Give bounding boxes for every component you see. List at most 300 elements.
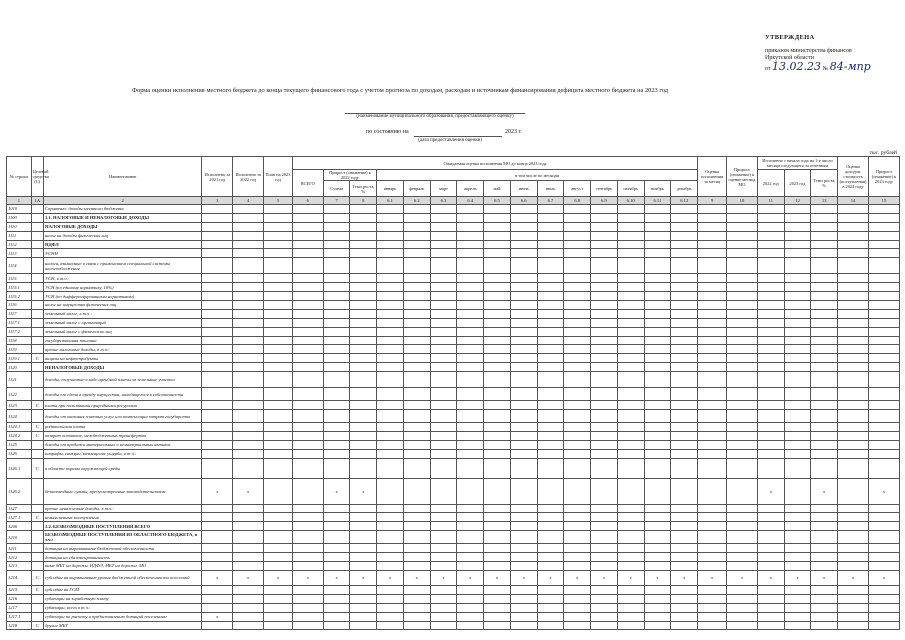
value-cell (698, 345, 727, 354)
value-cell (811, 283, 838, 292)
row-name: доходы от продажи материальных и нематериальных активов (44, 440, 202, 449)
value-cell (757, 318, 784, 327)
value-cell (350, 458, 377, 478)
value-cell (617, 410, 644, 423)
value-cell (537, 363, 564, 372)
value-cell (868, 531, 899, 544)
hdr-month: июль (537, 181, 564, 197)
value-cell (727, 553, 758, 562)
value-cell (617, 283, 644, 292)
value-cell (323, 274, 350, 283)
value-cell (292, 283, 323, 292)
value-cell (323, 562, 350, 571)
value-cell: х (233, 478, 264, 504)
table-row (7, 449, 900, 458)
value-cell (233, 522, 264, 531)
value-cell (617, 401, 644, 410)
value-cell (537, 372, 564, 388)
value-cell (292, 345, 323, 354)
approval-block (765, 34, 900, 73)
value-cell (564, 231, 591, 240)
value-cell: х (757, 570, 784, 585)
table-row (7, 363, 900, 372)
value-cell (202, 309, 233, 318)
value-cell (264, 594, 293, 603)
value-cell (671, 449, 698, 458)
value-cell (350, 309, 377, 318)
value-cell (671, 388, 698, 401)
value-cell (784, 301, 811, 310)
row-code: 1114 (7, 258, 32, 274)
value-cell (671, 513, 698, 522)
value-cell (698, 240, 727, 249)
value-cell (457, 431, 484, 440)
value-cell (457, 621, 484, 630)
value-cell (292, 603, 323, 612)
value-cell (377, 222, 404, 231)
value-cell (727, 205, 758, 214)
value-cell (537, 522, 564, 531)
value-cell (564, 504, 591, 513)
table-row (7, 372, 900, 388)
value-cell (564, 449, 591, 458)
value-cell: х (202, 570, 233, 585)
value-cell: х (811, 570, 838, 585)
row-code: 1124.1 (7, 423, 32, 432)
hdr-est-2024: Оценка доходов, стоимость (поступления) в 2024 году (838, 157, 869, 197)
value-cell (202, 363, 233, 372)
value-cell: х (403, 570, 430, 585)
value-cell (202, 401, 233, 410)
value-cell (430, 544, 457, 553)
value-cell (617, 513, 644, 522)
row-name: прочие налоговые доходы, в т.ч.: (44, 345, 202, 354)
value-cell (698, 354, 727, 363)
value-cell (784, 410, 811, 423)
value-cell (537, 301, 564, 310)
value-cell (377, 345, 404, 354)
table-row (7, 544, 900, 553)
value-cell (591, 336, 618, 345)
value-cell (671, 562, 698, 571)
value-cell (838, 363, 869, 372)
value-cell (617, 621, 644, 630)
value-cell (838, 504, 869, 513)
value-cell (811, 292, 838, 301)
value-cell (671, 522, 698, 531)
column-number: 11 (757, 197, 784, 205)
value-cell (457, 318, 484, 327)
value-cell (757, 544, 784, 553)
value-cell (727, 363, 758, 372)
hdr-month: февраль (403, 181, 430, 197)
row-name: субсидии на выравнивание уровня бюджетной обеспеченности поселений (44, 570, 202, 585)
value-cell (323, 603, 350, 612)
row-name: налоги, взимаемые в связи с применением специальной системы налогообложения (44, 258, 202, 274)
row-name: прочие неналоговые доходы, в т.ч.: (44, 504, 202, 513)
value-cell (430, 621, 457, 630)
value-cell (811, 612, 838, 621)
hdr-expected-group: Ожидаемая оценка исполнения МО до конца 2023 года (292, 157, 697, 170)
value-cell (484, 301, 511, 310)
value-cell (292, 423, 323, 432)
row-source-flag: С (31, 585, 43, 594)
row-code: 1100 (7, 213, 32, 222)
value-cell (617, 449, 644, 458)
value-cell (868, 205, 899, 214)
value-cell (537, 292, 564, 301)
value-cell (784, 504, 811, 513)
column-number: 6.9 (591, 197, 618, 205)
value-cell (457, 594, 484, 603)
value-cell (430, 478, 457, 504)
value-cell (784, 440, 811, 449)
value-cell (377, 318, 404, 327)
table-row (7, 423, 900, 432)
value-cell (233, 388, 264, 401)
value-cell (292, 612, 323, 621)
value-cell (727, 336, 758, 345)
value-cell (868, 327, 899, 336)
approval-date-prefix: от (765, 65, 771, 72)
row-source-flag (31, 553, 43, 562)
value-cell (564, 410, 591, 423)
hdr-exec-2021: Исполнено за 2021 год (202, 157, 233, 197)
value-cell (233, 562, 264, 571)
value-cell (264, 249, 293, 258)
value-cell (377, 292, 404, 301)
value-cell (698, 431, 727, 440)
value-cell (323, 309, 350, 318)
hdr-plan-2023: План на 2023 год (264, 157, 293, 197)
value-cell (264, 205, 293, 214)
value-cell (403, 562, 430, 571)
value-cell (757, 327, 784, 336)
value-cell: х (671, 570, 698, 585)
approval-line-2: Иркутской области (765, 55, 814, 61)
value-cell (403, 363, 430, 372)
value-cell (698, 363, 727, 372)
value-cell (564, 222, 591, 231)
value-cell (403, 458, 430, 478)
value-cell (564, 553, 591, 562)
value-cell (484, 553, 511, 562)
value-cell (591, 449, 618, 458)
value-cell (868, 603, 899, 612)
value-cell (784, 478, 811, 504)
value-cell (292, 449, 323, 458)
value-cell (564, 309, 591, 318)
value-cell (591, 553, 618, 562)
value-cell (757, 562, 784, 571)
value-cell (233, 309, 264, 318)
value-cell (350, 612, 377, 621)
row-code: 1122 (7, 388, 32, 401)
value-cell (430, 431, 457, 440)
value-cell (484, 621, 511, 630)
value-cell (564, 336, 591, 345)
value-cell (430, 553, 457, 562)
value-cell (457, 249, 484, 258)
value-cell (510, 513, 537, 522)
value-cell (233, 504, 264, 513)
value-cell (617, 478, 644, 504)
value-cell (811, 449, 838, 458)
value-cell (350, 240, 377, 249)
value-cell (698, 336, 727, 345)
value-cell (727, 410, 758, 423)
table-row (7, 222, 900, 231)
row-code: 1110 (7, 222, 32, 231)
value-cell (484, 363, 511, 372)
value-cell (591, 301, 618, 310)
value-cell (698, 478, 727, 504)
value-cell (233, 458, 264, 478)
hdr-exec-2022: Исполнено за 2022 год (233, 157, 264, 197)
value-cell (537, 388, 564, 401)
value-cell (377, 621, 404, 630)
value-cell (591, 258, 618, 274)
value-cell (671, 309, 698, 318)
value-cell (537, 213, 564, 222)
value-cell (838, 603, 869, 612)
value-cell (350, 292, 377, 301)
value-cell (537, 585, 564, 594)
value-cell (510, 553, 537, 562)
value-cell (484, 283, 511, 292)
value-cell (757, 612, 784, 621)
value-cell (671, 621, 698, 630)
value-cell (811, 336, 838, 345)
table-row (7, 603, 900, 612)
hdr-name: Наименование (44, 157, 202, 197)
value-cell (430, 213, 457, 222)
value-cell (484, 449, 511, 458)
row-source-flag (31, 612, 43, 621)
value-cell: х (591, 570, 618, 585)
value-cell (264, 458, 293, 478)
value-cell (727, 309, 758, 318)
value-cell (564, 440, 591, 449)
value-cell (403, 258, 430, 274)
value-cell (484, 222, 511, 231)
row-source-flag (31, 205, 43, 214)
value-cell (537, 458, 564, 478)
value-cell (537, 440, 564, 449)
hdr-month: октябрь (617, 181, 644, 197)
value-cell (202, 240, 233, 249)
value-cell (264, 258, 293, 274)
value-cell (537, 231, 564, 240)
value-cell (671, 585, 698, 594)
hdr-including-months: в том числе по месяцам (377, 170, 698, 181)
row-code: 1124 (7, 410, 32, 423)
value-cell (591, 363, 618, 372)
value-cell: х (537, 570, 564, 585)
value-cell (617, 240, 644, 249)
value-cell (644, 562, 671, 571)
column-number: 8 (350, 197, 377, 205)
value-cell (698, 612, 727, 621)
row-code: 1118 (7, 336, 32, 345)
value-cell (403, 336, 430, 345)
value-cell (811, 327, 838, 336)
value-cell: х (617, 570, 644, 585)
value-cell (811, 222, 838, 231)
value-cell: х (838, 570, 869, 585)
value-cell (757, 363, 784, 372)
value-cell (484, 240, 511, 249)
value-cell (430, 336, 457, 345)
value-cell (350, 318, 377, 327)
value-cell (323, 283, 350, 292)
row-code: 1120 (7, 363, 32, 372)
value-cell (430, 513, 457, 522)
hdr-rate: Темп роста, % (350, 181, 377, 197)
value-cell (671, 345, 698, 354)
value-cell (377, 553, 404, 562)
value-cell (292, 562, 323, 571)
value-cell (757, 423, 784, 432)
value-cell (403, 553, 430, 562)
value-cell (484, 205, 511, 214)
row-name: земельный налог с организаций (44, 318, 202, 327)
value-cell (264, 327, 293, 336)
value-cell (323, 522, 350, 531)
value-cell (757, 531, 784, 544)
value-cell (292, 522, 323, 531)
value-cell (727, 478, 758, 504)
value-cell (811, 372, 838, 388)
value-cell (264, 240, 293, 249)
value-cell (784, 336, 811, 345)
value-cell (868, 522, 899, 531)
value-cell (264, 274, 293, 283)
value-cell (537, 478, 564, 504)
value-cell (838, 594, 869, 603)
table-row (7, 258, 900, 274)
row-source-flag (31, 283, 43, 292)
hdr-month: сентябрь (591, 181, 618, 197)
value-cell: х (757, 478, 784, 504)
value-cell (264, 440, 293, 449)
row-name: УСНН (44, 249, 202, 258)
value-cell (727, 258, 758, 274)
value-cell (698, 504, 727, 513)
value-cell (727, 231, 758, 240)
row-name: доходы от оказания платных услуг или компенсации затрат государства (44, 410, 202, 423)
value-cell (377, 431, 404, 440)
value-cell (537, 222, 564, 231)
row-code: 1124.2 (7, 431, 32, 440)
value-cell (484, 213, 511, 222)
approval-date-handwritten: 13.02.23 (772, 59, 822, 73)
value-cell (264, 612, 293, 621)
value-cell (377, 363, 404, 372)
value-cell (350, 363, 377, 372)
value-cell (264, 372, 293, 388)
value-cell (838, 431, 869, 440)
value-cell (564, 612, 591, 621)
value-cell (457, 301, 484, 310)
value-cell (292, 309, 323, 318)
value-cell (617, 372, 644, 388)
value-cell (484, 318, 511, 327)
value-cell: х (264, 570, 293, 585)
value-cell (698, 458, 727, 478)
table-row (7, 354, 900, 363)
row-source-flag (31, 309, 43, 318)
value-cell (537, 205, 564, 214)
value-cell (292, 231, 323, 240)
value-cell (784, 318, 811, 327)
value-cell (591, 249, 618, 258)
value-cell (323, 372, 350, 388)
value-cell (671, 258, 698, 274)
value-cell (323, 354, 350, 363)
value-cell (617, 363, 644, 372)
value-cell (671, 594, 698, 603)
value-cell (564, 621, 591, 630)
value-cell (671, 478, 698, 504)
value-cell (457, 562, 484, 571)
value-cell (323, 213, 350, 222)
value-cell (484, 231, 511, 240)
value-cell (838, 553, 869, 562)
row-name: субсидии на ГСМ (44, 585, 202, 594)
value-cell: х (292, 570, 323, 585)
value-cell (403, 309, 430, 318)
value-cell (264, 513, 293, 522)
value-cell (591, 318, 618, 327)
value-cell (233, 603, 264, 612)
value-cell (264, 522, 293, 531)
value-cell (484, 612, 511, 621)
value-cell (377, 440, 404, 449)
value-cell (727, 213, 758, 222)
value-cell (868, 363, 899, 372)
value-cell (264, 231, 293, 240)
value-cell (591, 309, 618, 318)
value-cell (510, 431, 537, 440)
value-cell (457, 612, 484, 621)
value-cell (377, 388, 404, 401)
value-cell (537, 336, 564, 345)
value-cell (698, 283, 727, 292)
value-cell (784, 213, 811, 222)
value-cell (430, 585, 457, 594)
value-cell (457, 522, 484, 531)
hdr-2022: 2022 год (757, 170, 784, 197)
table-row (7, 301, 900, 310)
value-cell (727, 585, 758, 594)
value-cell (784, 603, 811, 612)
value-cell (591, 585, 618, 594)
value-cell (757, 283, 784, 292)
value-cell (644, 249, 671, 258)
value-cell (510, 440, 537, 449)
value-cell (233, 544, 264, 553)
value-cell (644, 531, 671, 544)
value-cell (644, 309, 671, 318)
value-cell (617, 585, 644, 594)
value-cell (484, 274, 511, 283)
value-cell (457, 504, 484, 513)
row-name: государственная пошлина (44, 336, 202, 345)
value-cell (323, 222, 350, 231)
value-cell (510, 258, 537, 274)
value-cell (811, 585, 838, 594)
